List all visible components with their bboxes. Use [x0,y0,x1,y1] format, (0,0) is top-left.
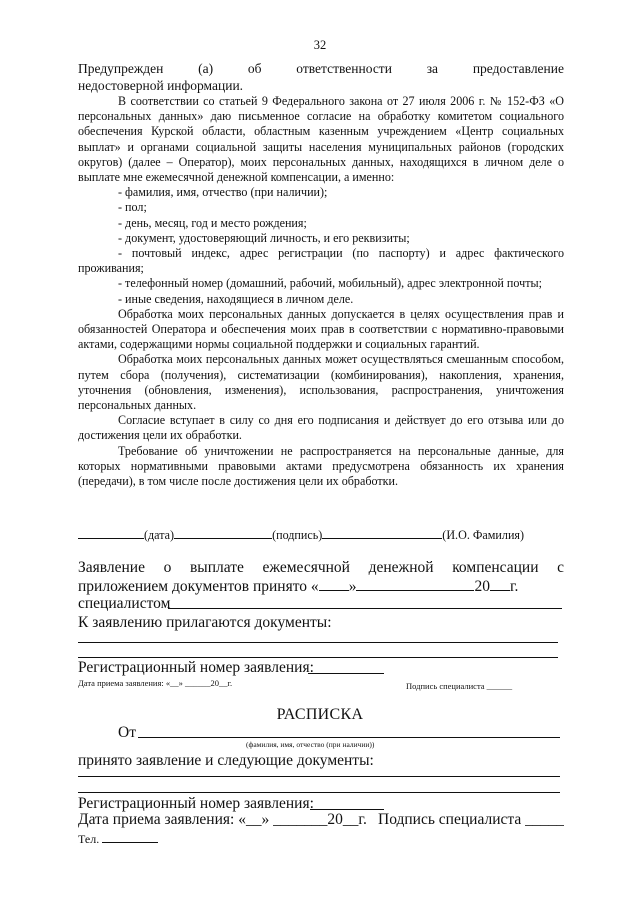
data-item: - день, месяц, год и место рождения; [118,215,307,230]
small-date-label: Дата приема заявления: «__» ______20__г. [78,678,233,688]
consent-body [78,60,564,489]
year-prefix: 20 [474,578,490,595]
page-number: 32 [313,38,327,52]
year-suffix: г. [509,578,519,595]
validity-paragraph: Согласие вступает в силу со дня его подписания и действует до его отзыва или до достижения цели их обработки. [78,413,564,443]
destruction-paragraph: Требование об уничтожении не распространяется на персональные данные, для которых нормативными правовыми актами предусмотрена обязанность их хранения (передачи), в том числе после достижения цели их обработки. [78,443,564,489]
signature-blank[interactable] [174,527,272,539]
receipt-date-label: Дата приема заявления: «__» _______20__г. [78,811,367,828]
name-blank[interactable] [322,527,442,539]
attached-docs-label: К заявлению прилагаются документы: [78,614,332,631]
receipt-reg-number-label: Регистрационный номер заявления: [78,795,314,812]
receipt-from-label: От [118,724,136,741]
small-specialist-label: Подпись специалиста ______ [406,681,513,691]
name-label: (И.О. Фамилия) [442,528,525,542]
receipt-accepted-label: принято заявление и следующие документы: [78,752,374,769]
signature-label: (подпись) [272,528,323,542]
specialist-label: специалистом [78,595,171,612]
data-item: - документ, удостоверяющий личность, и его реквизиты; [118,230,410,245]
reg-number-line[interactable] [308,673,384,674]
processing-purpose-paragraph: Обработка моих персональных данных допускается в целях осуществления прав и обязанностей Оператора и обеспечения моих прав в соответствии с нормативно-правовыми актами, содержащими нормы социальной поддержки и социальных гарантий. [78,306,564,352]
day-blank[interactable] [319,577,349,591]
data-item: - фамилия, имя, отчество (при наличии); [118,185,328,200]
tel-blank[interactable] [102,831,158,843]
reg-number-label: Регистрационный номер заявления: [78,659,314,676]
signature-row [78,527,564,543]
application-line-2 [78,577,564,596]
fio-hint: (фамилия, имя, отчество (при наличии)) [246,740,375,749]
month-blank[interactable] [356,577,474,591]
from-line[interactable] [138,737,560,738]
receipt-docs-line[interactable] [78,792,560,793]
tel-row [78,831,564,847]
date-label: (дата) [144,528,175,542]
quote-close: » [348,578,357,595]
specialist-line[interactable] [168,608,562,609]
data-item: - пол; [118,200,147,215]
year-blank[interactable] [490,577,510,591]
receipt-docs-line[interactable] [78,776,560,777]
receipt-title: РАСПИСКА [276,706,364,723]
receipt-reg-number-line[interactable] [310,809,384,810]
application-line-1: Заявление о выплате ежемесячной денежной компенсации с [78,559,564,576]
tel-label: Тел. [78,832,100,846]
docs-line[interactable] [78,657,558,658]
processing-methods-paragraph: Обработка моих персональных данных может осуществляться смешанным способом, путем сбора (получения), систематизации (комбинирования), накопления, хранения, уточнения (обновления, изменения), использования, распространения, уничтожения персональных данных. [78,352,564,413]
warning-line-1: Предупрежден (а) об ответственности за предоставление [78,61,564,76]
docs-line[interactable] [78,642,558,643]
warning-line-2: недостоверной информации. [78,78,244,93]
consent-intro: В соответствии со статьей 9 Федерального закона от 27 июля 2006 г. № 152-ФЗ «О персональных данных» даю письменное согласие на обработку комитетом социального обеспечения Курской области, областным казенным учреждением «Центр социальных выплат» и органами социальной защиты населения муниципальных районов (городских округов) (далее – Оператор), моих персональных данных, находящихся в личном деле о выплате мне ежемесячной денежной компенсации, а именно: [78,94,564,185]
receipt-specialist-label: Подпись специалиста _____ [378,811,564,828]
data-item: - телефонный номер (домашний, рабочий, мобильный), адрес электронной почты; [118,276,542,291]
accepted-label: приложением документов принято « [78,578,319,595]
data-item: - почтовый индекс, адрес регистрации (по паспорту) и адрес фактического проживания; [78,246,564,276]
data-item: - иные сведения, находящиеся в личном деле. [118,291,354,306]
date-blank[interactable] [78,527,144,539]
